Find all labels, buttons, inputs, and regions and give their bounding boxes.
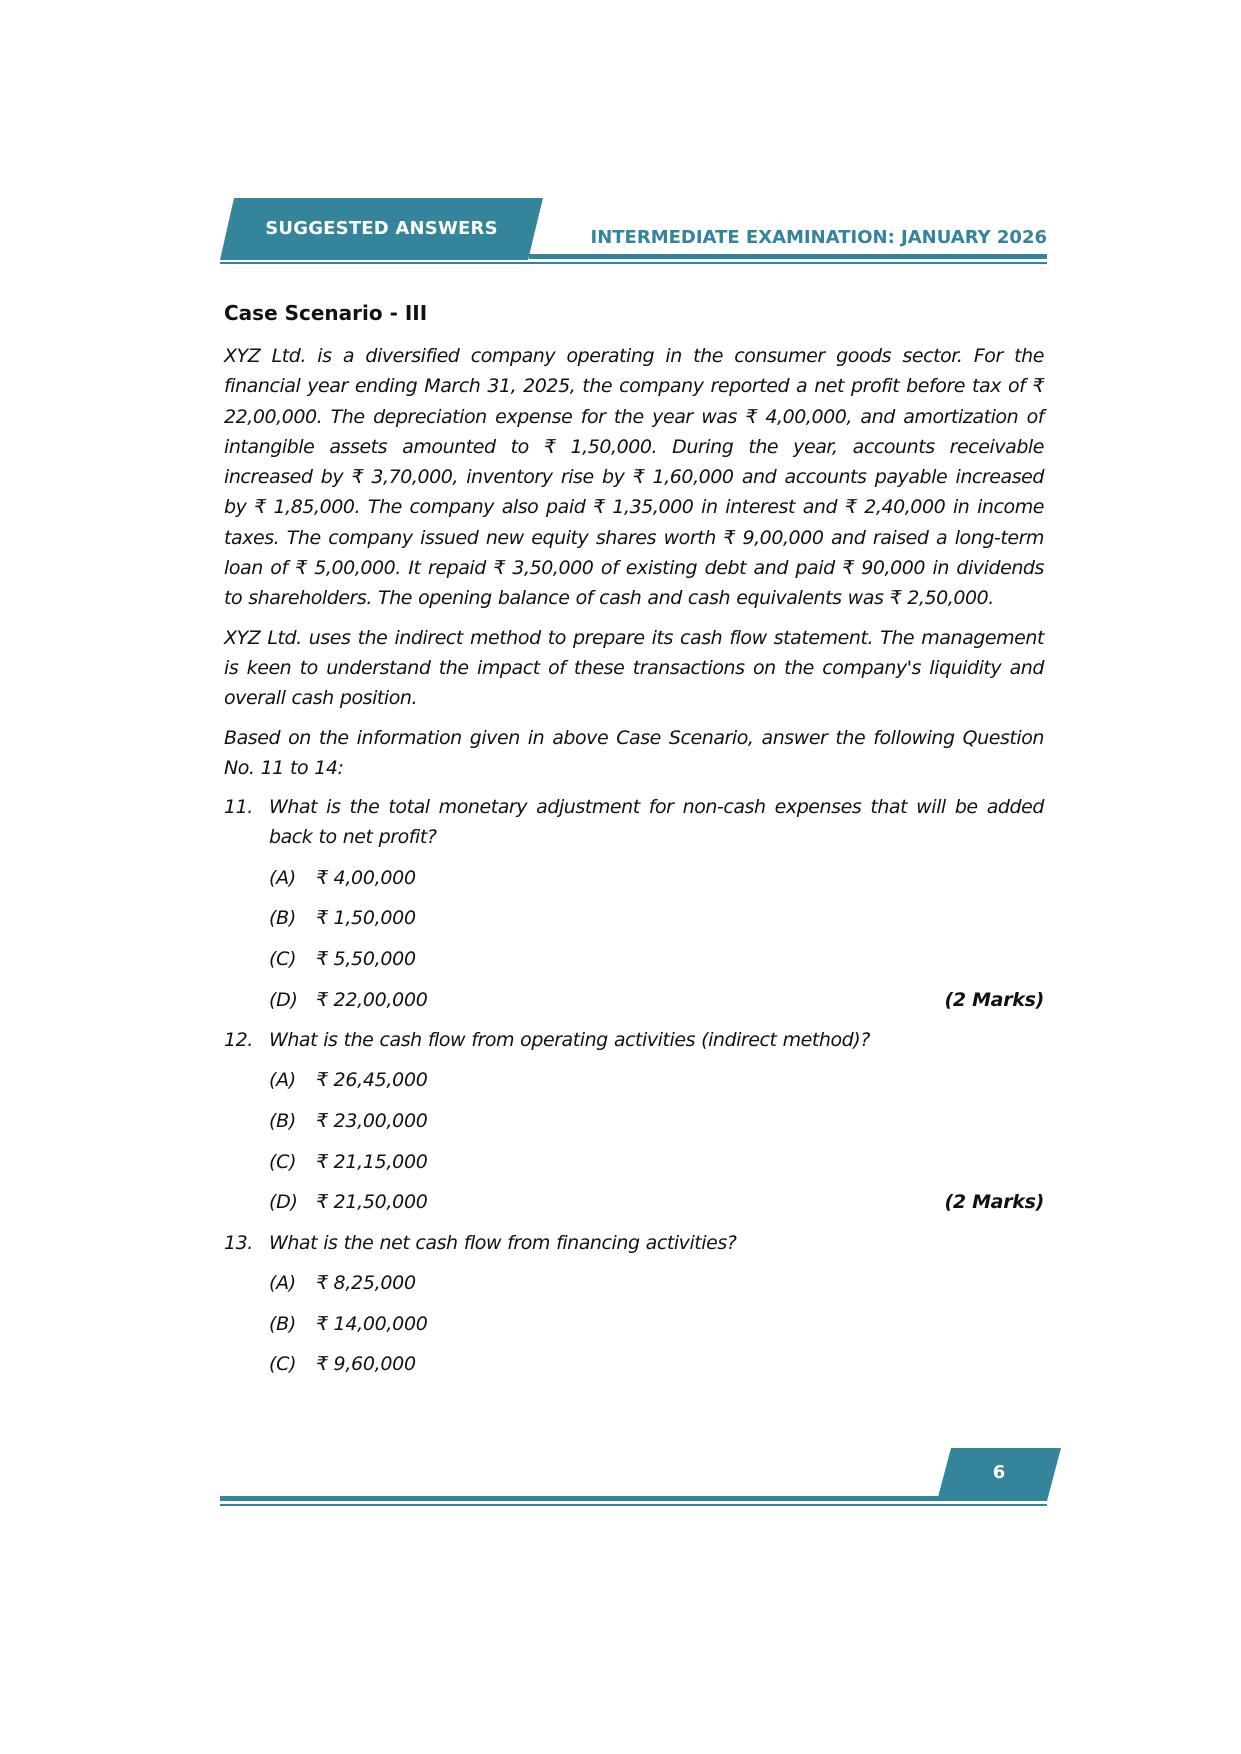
question-text [224,792,1044,853]
option-list [224,863,1044,1015]
question-stem: What is the total monetary adjustment for non-cash expenses that will be added back to net profit? [269,796,1044,849]
header-tab-label: SUGGESTED ANSWERS [265,218,498,239]
question-11 [224,792,1044,1014]
option-letter: (C) [269,947,297,970]
page-number: 6 [992,1462,1006,1483]
section-title: Case Scenario - III [224,301,428,325]
footer-rule-thick [220,1496,947,1501]
option-letter: (A) [269,1069,296,1092]
option-value: ₹ 8,25,000 [316,1272,416,1295]
option-d [224,1187,1044,1217]
main-content [224,298,1044,1390]
question-number: 13. [224,1231,253,1254]
option-letter: (A) [269,866,296,889]
option-value: ₹ 26,45,000 [316,1069,428,1092]
option-letter: (C) [269,1353,297,1376]
option-b [224,1106,1044,1136]
option-letter: (C) [269,1150,297,1173]
question-text [224,1025,1044,1055]
option-value: ₹ 1,50,000 [316,907,416,930]
option-a [224,1065,1044,1095]
question-number: 11. [224,796,253,819]
header-rule-thick [529,254,1047,259]
option-a [224,1268,1044,1298]
question-number: 12. [224,1029,253,1052]
option-letter: (D) [269,1191,298,1214]
option-value: ₹ 5,50,000 [316,947,416,970]
header-rule-thin [220,262,1047,264]
option-value: ₹ 14,00,000 [316,1312,428,1335]
option-c [224,944,1044,974]
option-value: ₹ 21,15,000 [316,1150,428,1173]
option-b [224,903,1044,933]
option-value: ₹ 22,00,000 [316,988,428,1011]
option-letter: (B) [269,907,296,930]
option-letter: (B) [269,1312,296,1335]
instruction-paragraph: Based on the information given in above Case Scenario, answer the following Question No. 11 to 14: [224,726,1044,779]
question-12 [224,1025,1044,1217]
option-a [224,863,1044,893]
method-paragraph: XYZ Ltd. uses the indirect method to prepare its cash flow statement. The management is keen to understand the impact of these transactions on the company's liquidity and overall cash position. [224,626,1044,710]
question-stem: What is the net cash flow from financing activities? [269,1231,737,1254]
question-text [224,1228,1044,1258]
scenario-paragraph: XYZ Ltd. is a diversified company operating in the consumer goods sector. For the financial year ending March 31, 2025, the company reported a net profit before tax of ₹ 22,00,000. The depreciation expense for the year was ₹ 4,00,000, and amortization of intangible assets amounted to ₹ 1,50,000. During the year, accounts receivable increased by ₹ 3,70,000, inventory rise by ₹ 1,60,000 and accounts payable increased by ₹ 1,85,000. The company also paid ₹ 1,35,000 in interest and ₹ 2,40,000 in income taxes. The company issued new equity shares worth ₹ 9,00,000 and raised a long-term loan of ₹ 5,00,000. It repaid ₹ 3,50,000 of existing debt and paid ₹ 90,000 in dividends to shareholders. The opening balance of cash and cash equivalents was ₹ 2,50,000. [224,345,1044,610]
option-value: ₹ 4,00,000 [316,866,416,889]
option-list [224,1065,1044,1217]
question-stem: What is the cash flow from operating activities (indirect method)? [269,1029,870,1052]
option-c [224,1147,1044,1177]
option-c [224,1349,1044,1379]
option-list [224,1268,1044,1379]
option-letter: (D) [269,988,298,1011]
option-letter: (A) [269,1272,296,1295]
exam-title: INTERMEDIATE EXAMINATION: JANUARY 2026 [590,227,1047,248]
option-value: ₹ 9,60,000 [316,1353,416,1376]
option-b [224,1309,1044,1339]
option-value: ₹ 23,00,000 [316,1110,428,1133]
option-letter: (B) [269,1110,296,1133]
marks-label: (2 Marks) [944,1191,1044,1214]
option-d [224,985,1044,1015]
marks-label: (2 Marks) [944,988,1044,1011]
option-value: ₹ 21,50,000 [316,1191,428,1214]
question-13 [224,1228,1044,1379]
footer-rule-thin [220,1504,1047,1506]
